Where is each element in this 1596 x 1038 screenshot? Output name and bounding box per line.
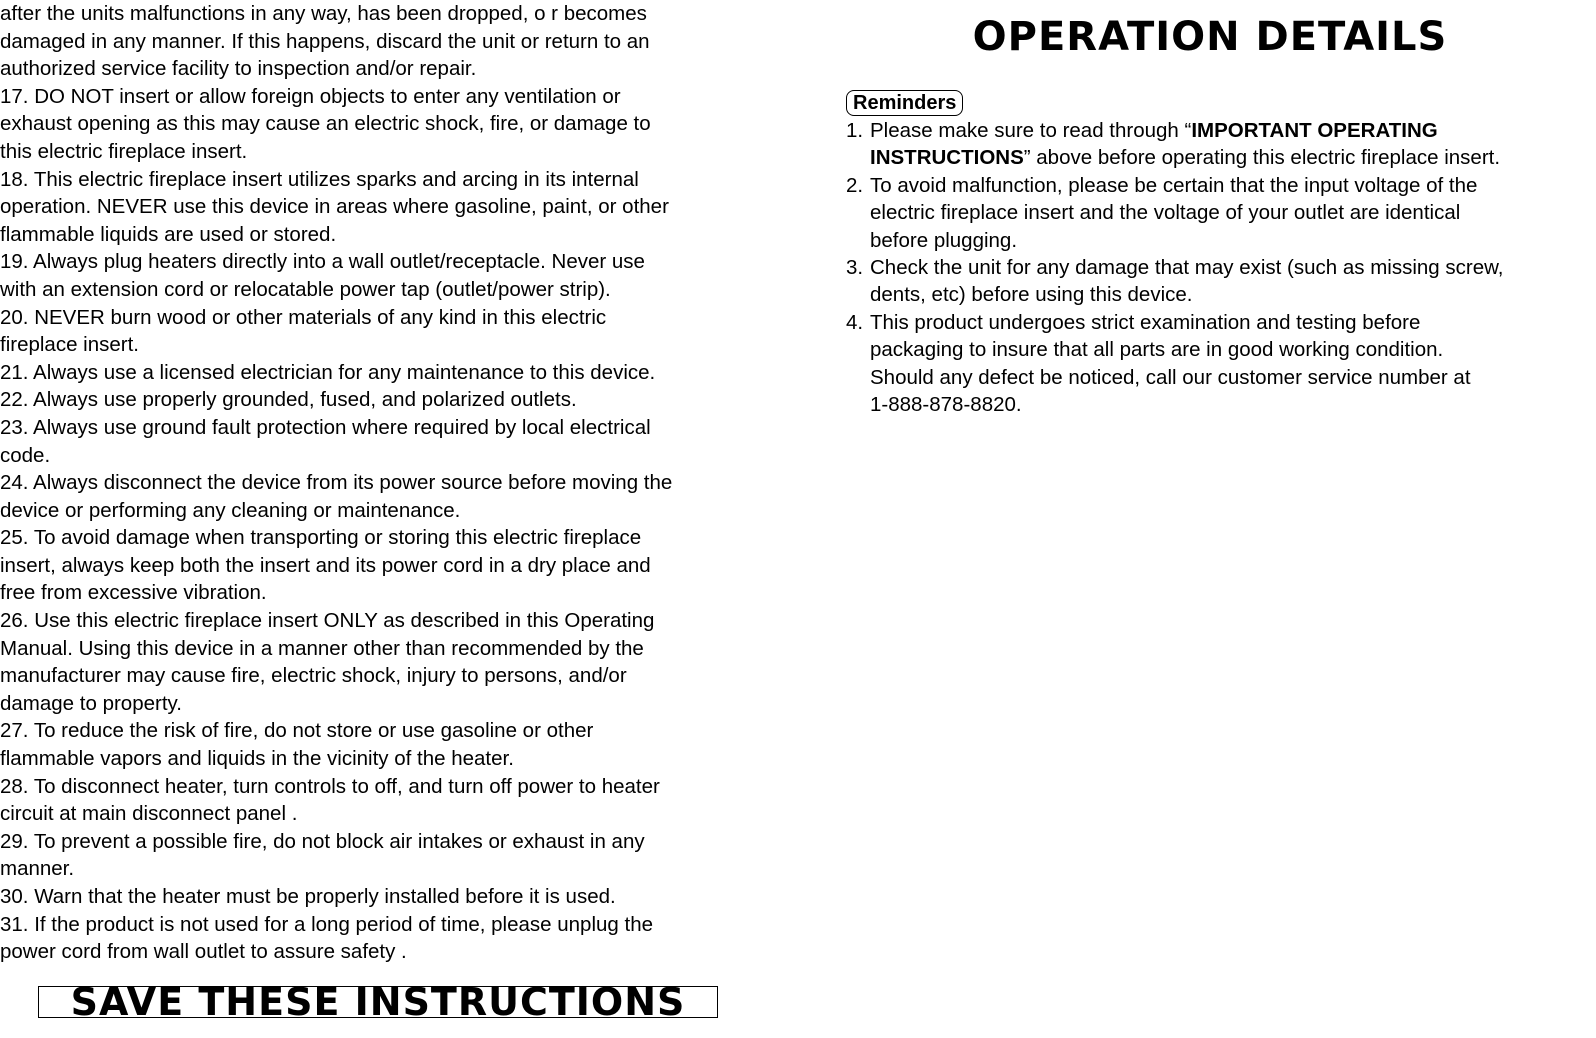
- instruction-26: 26. Use this electric fireplace insert ONLY as described in this Operating Manual. Using this device in a manner other than recommended by the manufacturer may cause fire, electric shock, injury to persons, and/or damage to property.: [0, 609, 655, 715]
- reminder-text: [870, 117, 1591, 172]
- instruction-25: 25. To avoid damage when transporting or storing this electric fireplace insert, always keep both the insert and its power cord in a dry place and free from excessive vibration.: [0, 526, 651, 605]
- reminder-text-post: ” above before operating this electric fireplace insert.: [1023, 146, 1501, 170]
- operation-details-title: OPERATION DETAILS: [972, 14, 1448, 60]
- reminder-item-3: [846, 254, 1591, 309]
- instruction-28: 28. To disconnect heater, turn controls to off, and turn off power to heater circuit at main disconnect panel .: [0, 774, 660, 826]
- instruction-17: 17. DO NOT insert or allow foreign objects to enter any ventilation or exhaust opening as this may cause an electric shock, fire, or damage to this electric fireplace insert.: [0, 84, 651, 163]
- reminder-number: 4.: [846, 310, 864, 334]
- reminder-text: Check the unit for any damage that may exist (such as missing screw, dents, etc) before using this device.: [870, 256, 1504, 307]
- instruction-24: 24. Always disconnect the device from its power source before moving the device or performing any cleaning or maintenance.: [0, 471, 673, 522]
- reminders-badge: Reminders: [846, 90, 963, 116]
- instruction-23: 23. Always use ground fault protection where required by local electrical code.: [0, 415, 651, 467]
- reminder-number: 3.: [846, 256, 864, 280]
- paragraph-continuation: after the units malfunctions in any way, has been dropped, o r becomes damaged in any manner. If this happens, discard the unit or return to an authorized service facility to inspection and/or repair.: [0, 2, 650, 81]
- instruction-18: 18. This electric fireplace insert utilizes sparks and arcing in its internal operation. NEVER use this device in areas where gasoline, paint, or other flammable liquids are used or stored.: [0, 167, 669, 246]
- instruction-20: 20. NEVER burn wood or other materials of any kind in this electric fireplace insert.: [0, 305, 607, 357]
- instruction-31: 31. If the product is not used for a long period of time, please unplug the power cord from wall outlet to assure safety .: [0, 912, 654, 964]
- instruction-29: 29. To prevent a possible fire, do not block air intakes or exhaust in any manner.: [0, 829, 645, 881]
- reminder-number: 2.: [846, 173, 864, 197]
- reminder-list: [846, 117, 1591, 418]
- reminder-text-bold: IMPORTANT OPERATING INSTRUCTIONS: [870, 119, 1438, 170]
- instruction-27: 27. To reduce the risk of fire, do not store or use gasoline or other flammable vapors and liquids in the vicinity of the heater.: [0, 719, 594, 771]
- instruction-30: 30. Warn that the heater must be properly installed before it is used.: [0, 885, 616, 908]
- reminder-item-1: [846, 117, 1591, 172]
- reminder-text: To avoid malfunction, please be certain that the input voltage of the electric fireplace insert and the voltage of your outlet are identical before plugging.: [870, 173, 1478, 252]
- safety-instructions-column: [0, 0, 770, 966]
- reminder-text: This product undergoes strict examination and testing before packaging to insure that all parts are in good working condition. Should any defect be noticed, call our customer service number at 1-888-878-8820.: [870, 310, 1471, 417]
- instruction-22: 22. Always use properly grounded, fused, and polarized outlets.: [0, 388, 577, 412]
- reminder-text-pre: Please make sure to read through “: [870, 119, 1192, 142]
- save-instructions-banner: SAVE THESE INSTRUCTIONS: [38, 986, 718, 1018]
- reminder-item-4: [846, 309, 1591, 419]
- instruction-21: 21. Always use a licensed electrician for any maintenance to this device.: [0, 360, 656, 384]
- reminder-number: 1.: [846, 119, 864, 142]
- instruction-19: 19. Always plug heaters directly into a wall outlet/receptacle. Never use with an extension cord or relocatable power tap (outlet/power strip).: [0, 250, 645, 301]
- reminder-item-2: [846, 172, 1591, 254]
